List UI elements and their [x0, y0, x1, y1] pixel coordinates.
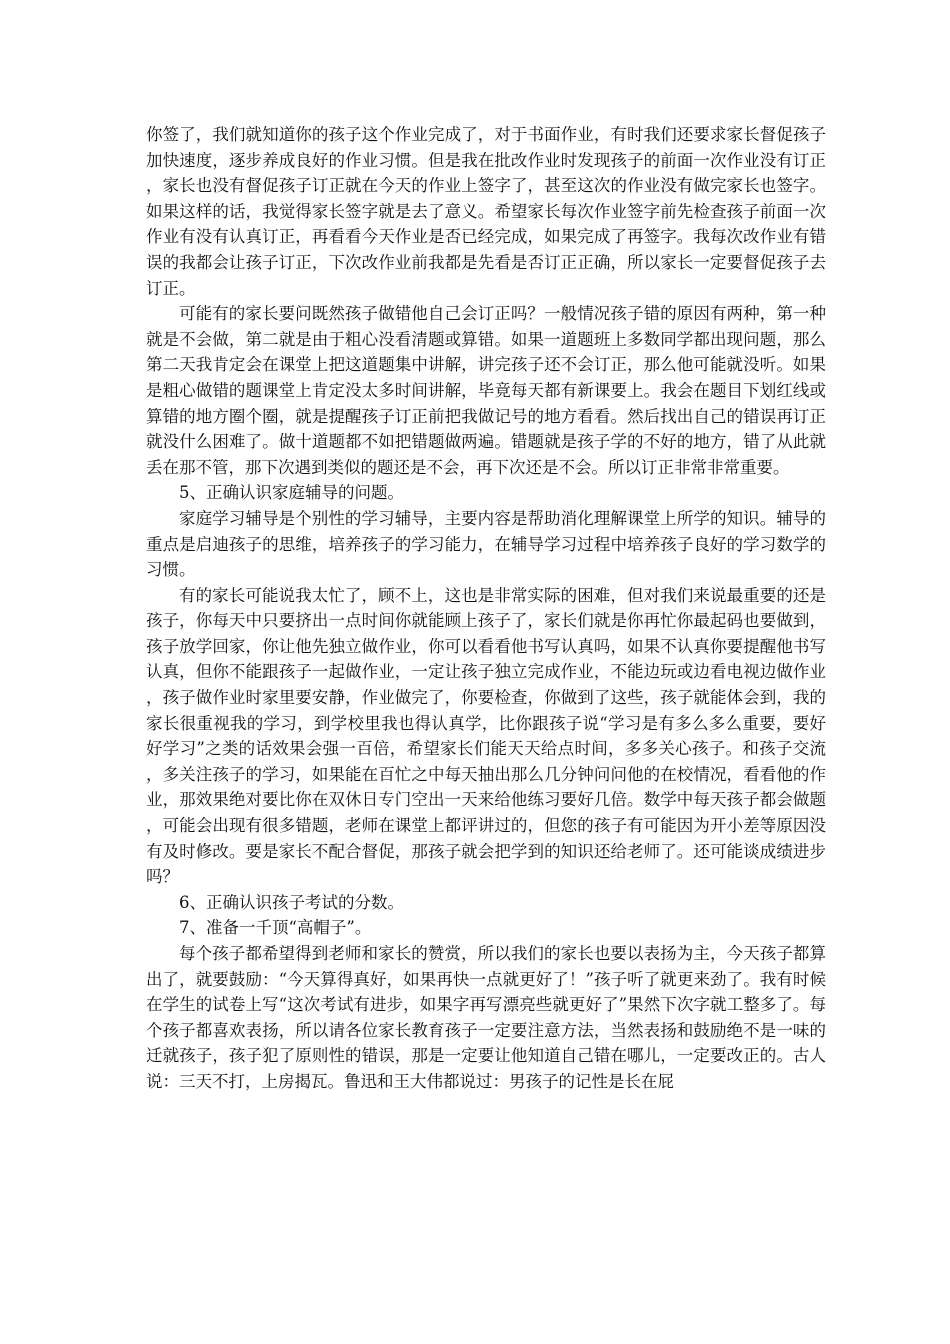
paragraph-busy-parents: 有的家长可能说我太忙了，顾不上，这也是非常实际的困难，但对我们来说最重要的还是孩子，你每天中只要挤出一点时间你就能顾上孩子了，家长们就是你再忙你最起码也要做到，孩子放学回家，你让他先独立做作业，你可以看看他书写认真吗，如果不认真你要提醒他书写认真，但你不能跟孩子一起做作业，一定让孩子独立完成作业，不能边玩或边看电视边做作业，孩子做作业时家里要安静，作业做完了，你要检查，你做到了这些，孩子就能体会到，我的家长很重视我的学习，到学校里我也得认真学，比你跟孩子说“学习是有多么多么重要，要好好学习”之类的话效果会强一百倍，希望家长们能天天给点时间，多多关心孩子。和孩子交流，多关注孩子的学习，如果能在百忙之中每天抽出那么几分钟问问他的在校情况，看看他的作业，那效果绝对要比你在双休日专门空出一天来给他练习要好几倍。数学中每天孩子都会做题，可能会出现有很多错题，老师在课堂上都评讲过的，但您的孩子有可能因为开小差等原因没有及时修改。要是家长不配合督促，那孩子就会把学到的知识还给老师了。还可能谈成绩进步吗？: [146, 585, 826, 887]
document-page: [146, 122, 826, 1095]
heading-home-tutoring: 5、正确认识家庭辅导的问题。: [179, 483, 404, 503]
heading-praise: 7、准备一千顶“高帽子”。: [179, 918, 372, 938]
heading-exam-scores: 6、正确认识孩子考试的分数。: [179, 892, 404, 912]
paragraph-correction-reasons: 可能有的家长要问既然孩子做错他自己会订正吗？一般情况孩子错的原因有两种，第一种就是不会做，第二就是由于粗心没看清题或算错。如果一道题班上多数同学都出现问题，那么第二天我肯定会在课堂上把这道题集中讲解，讲完孩子还不会订正，那么他可能就没听。如果是粗心做错的题课堂上肯定没太多时间讲解，毕竟每天都有新课要上。我会在题目下划红线或算错的地方圈个圈，就是提醒孩子订正前把我做记号的地方看看。然后找出自己的错误再订正就没什么困难了。做十道题都不如把错题做两遍。错题就是孩子学的不好的地方，错了从此就丢在那不管，那下次遇到类似的题还是不会，再下次还是不会。所以订正非常非常重要。: [146, 304, 826, 477]
paragraph-home-tutoring: 家庭学习辅导是个别性的学习辅导，主要内容是帮助消化理解课堂上所学的知识。辅导的重点是启迪孩子的思维，培养孩子的学习能力，在辅导学习过程中培养孩子良好的学习数学的习惯。: [146, 508, 826, 580]
paragraph-praise: 每个孩子都希望得到老师和家长的赞赏，所以我们的家长也要以表扬为主，今天孩子都算出了，就要鼓励：“今天算得真好，如果再快一点就更好了！”孩子听了就更来劲了。我有时候在学生的试卷上写“这次考试有进步，如果字再写漂亮些就更好了”果然下次字就工整多了。每个孩子都喜欢表扬，所以请各位家长教育孩子一定要注意方法，当然表扬和鼓励绝不是一味的迁就孩子，孩子犯了原则性的错误，那是一定要让他知道自己错在哪儿，一定要改正的。古人说：三天不打，上房揭瓦。鲁迅和王大伟都说过：男孩子的记性是长在屁: [146, 944, 826, 1091]
paragraph-homework-signing: 你签了，我们就知道你的孩子这个作业完成了，对于书面作业，有时我们还要求家长督促孩子加快速度，逐步养成良好的作业习惯。但是我在批改作业时发现孩子的前面一次作业没有订正，家长也没有督促孩子订正就在今天的作业上签字了，甚至这次的作业没有做完家长也签字。如果这样的话，我觉得家长签字就是去了意义。希望家长每次作业签字前先检查孩子前面一次作业有没有认真订正，再看看今天作业是否已经完成，如果完成了再签字。我每次改作业有错误的我都会让孩子订正，下次改作业前我都是先看是否订正正确，所以家长一定要督促孩子去订正。: [146, 125, 826, 298]
